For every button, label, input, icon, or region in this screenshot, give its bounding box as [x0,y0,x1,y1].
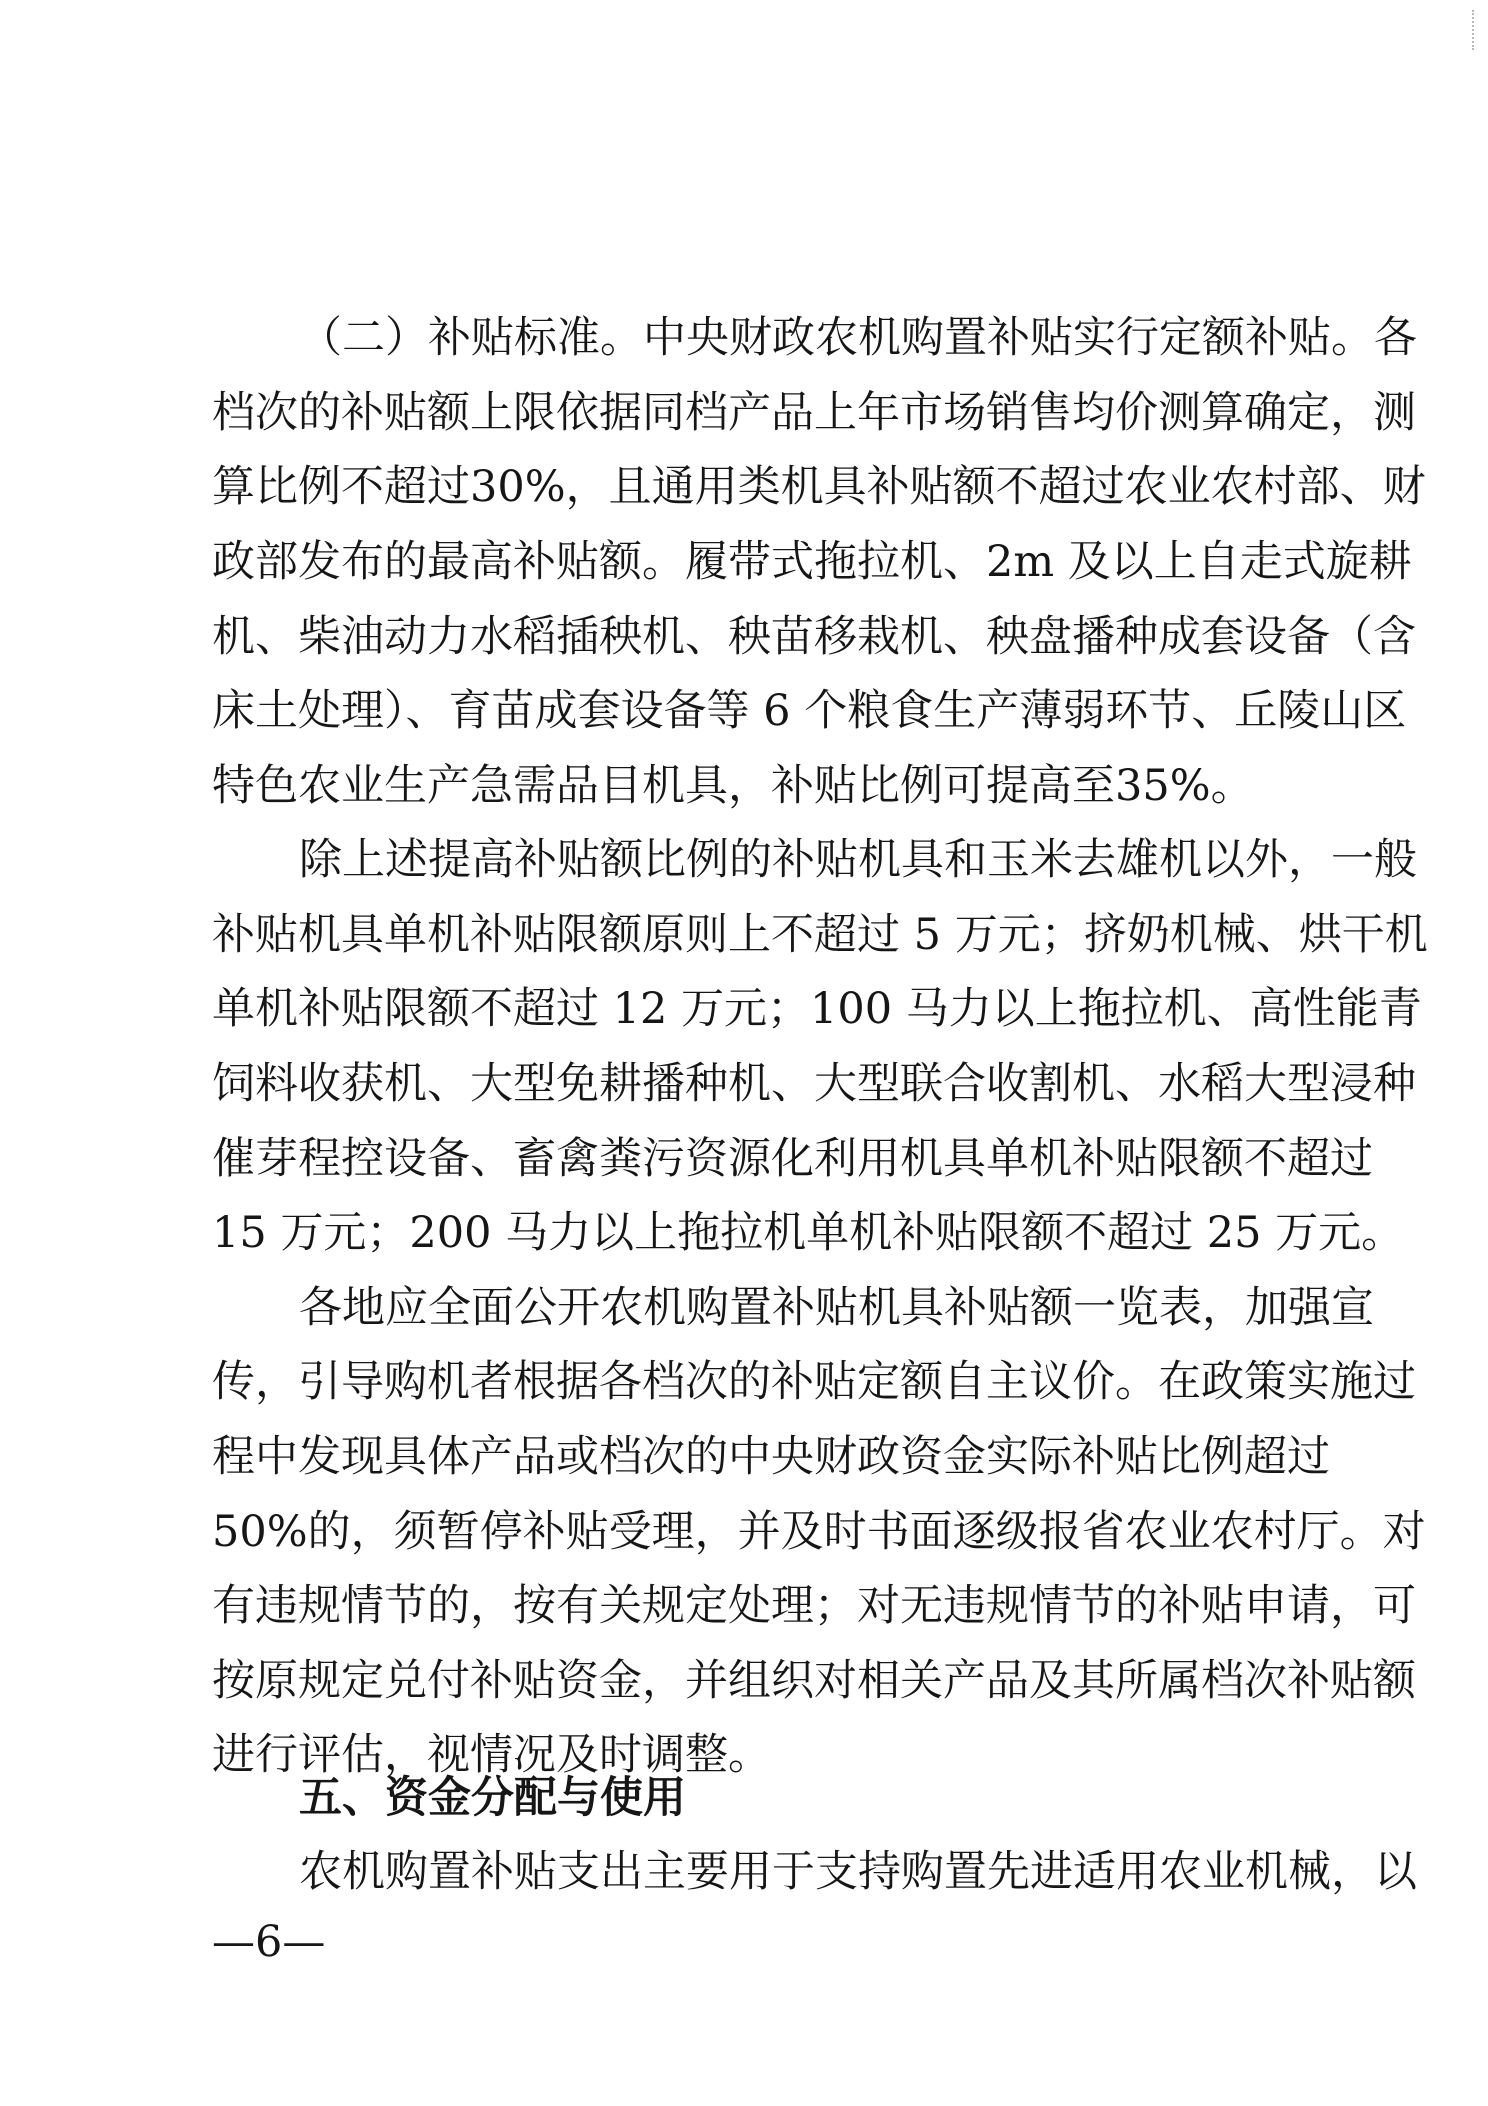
text-line: 政部发布的最高补贴额。履带式拖拉机、2m 及以上自走式旋耕 [212,537,1412,587]
text-line: 各地应全面公开农机购置补贴机具补贴额一览表，加强宣 [299,1283,1374,1333]
text-line: 补贴机具单机补贴限额原则上不超过 5 万元；挤奶机械、烘干机 [212,910,1428,960]
text-line: 算比例不超过30%，且通用类机具补贴额不超过农业农村部、财 [212,462,1426,512]
text-line: （二）补贴标准。中央财政农机购置补贴实行定额补贴。各 [299,313,1417,363]
text-line: 50%的，须暂停补贴受理，并及时书面逐级报省农业农村厅。对 [212,1507,1426,1557]
text-line: 程中发现具体产品或档次的中央财政资金实际补贴比例超过 [212,1432,1330,1482]
text-line: 农机购置补贴支出主要用于支持购置先进适用农业机械，以 [299,1847,1417,1897]
section-heading: 五、资金分配与使用 [299,1773,686,1823]
text-line: 传，引导购机者根据各档次的补贴定额自主议价。在政策实施过 [212,1357,1416,1407]
text-line: 单机补贴限额不超过 12 万元；100 马力以上拖拉机、高性能青 [212,984,1422,1034]
text-line: 档次的补贴额上限依据同档产品上年市场销售均价测算确定，测 [212,388,1416,438]
text-line: 特色农业生产急需品目机具，补贴比例可提高至35%。 [212,761,1254,811]
text-line: 进行评估，视情况及时调整。 [212,1730,771,1780]
text-line: 床土处理）、育苗成套设备等 6 个粮食生产薄弱环节、丘陵山区 [212,686,1407,736]
text-line: 15 万元；200 马力以上拖拉机单机补贴限额不超过 25 万元。 [212,1208,1405,1258]
text-line: 除上述提高补贴额比例的补贴机具和玉米去雄机以外，一般 [299,835,1417,885]
text-line: 按原规定兑付补贴资金，并组织对相关产品及其所属档次补贴额 [212,1656,1416,1706]
text-line: 机、柴油动力水稻插秧机、秧苗移栽机、秧盘播种成套设备（含 [212,612,1416,662]
text-line: 催芽程控设备、畜禽粪污资源化利用机具单机补贴限额不超过 [212,1134,1373,1184]
scan-edge-marks [1468,10,1474,50]
page-number: —6— [212,1917,326,1967]
text-line: 饲料收获机、大型免耕播种机、大型联合收割机、水稻大型浸种 [212,1059,1416,1109]
text-line: 有违规情节的，按有关规定处理；对无违规情节的补贴申请，可 [212,1581,1416,1631]
